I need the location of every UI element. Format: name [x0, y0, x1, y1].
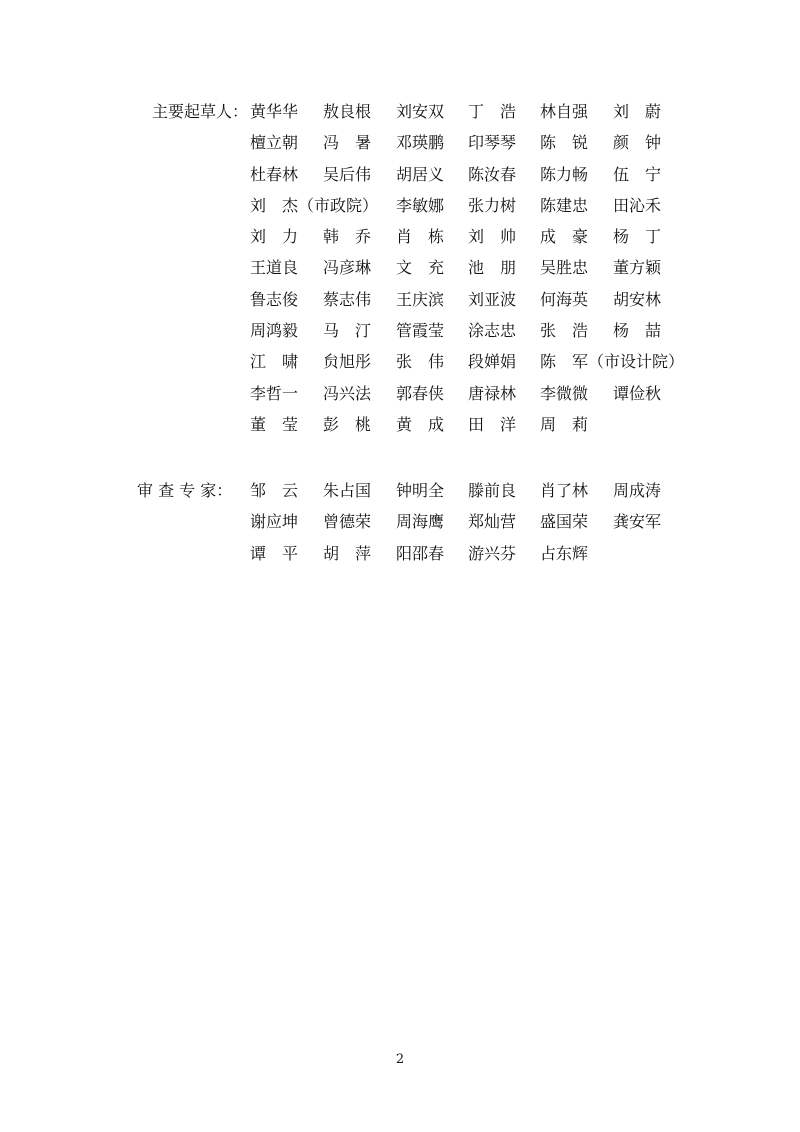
person-name: 李哲一	[250, 383, 299, 403]
name-row	[250, 133, 710, 164]
person-name: 钟明全	[396, 481, 445, 500]
person-name: 杨 丁	[613, 227, 662, 247]
person-name: 谭俭秋	[613, 383, 662, 403]
person-name: 檀立朝	[250, 133, 299, 153]
person-name: 黄华华	[250, 102, 299, 121]
person-name: 周 莉	[540, 414, 589, 434]
person-name: 杜春林	[250, 164, 299, 184]
person-name: 阳邵春	[396, 543, 445, 563]
name-row	[250, 290, 710, 321]
person-name: 涂志忠	[468, 321, 517, 341]
person-name: 李微微	[540, 383, 589, 403]
person-name: 唐禄林	[468, 383, 517, 403]
person-name: 游兴芬	[468, 543, 517, 563]
person-name: 张力树	[468, 195, 517, 215]
name-row	[250, 165, 710, 196]
person-name: 田沁禾	[613, 195, 662, 215]
person-name: 冯彦琳	[323, 258, 372, 278]
person-name: 肖了林	[540, 481, 589, 500]
person-name: 谭 平	[250, 543, 299, 563]
person-name: 刘亚波	[468, 289, 517, 309]
person-name: 韩 乔	[323, 227, 372, 247]
person-name: 彭 桃	[323, 414, 372, 434]
name-row	[250, 544, 710, 575]
person-name: 邓瑛鹏	[396, 133, 445, 153]
person-name: 王庆滨	[396, 289, 445, 309]
name-row	[250, 321, 710, 352]
person-name: 邹 云	[250, 481, 299, 500]
person-name: 林自强	[540, 102, 589, 121]
name-row	[250, 258, 710, 289]
person-name: 黄 成	[396, 414, 445, 434]
review-experts-label: 审 查 专 家：	[137, 481, 233, 500]
person-name: 刘 蔚	[613, 102, 662, 121]
person-name: 周鸿毅	[250, 321, 299, 341]
person-name: 吴胜忠	[540, 258, 589, 278]
person-name: 张 浩	[540, 321, 589, 341]
person-name: 朱占国	[323, 481, 372, 500]
person-name: 董方颖	[613, 258, 662, 278]
person-name: 蔡志伟	[323, 289, 372, 309]
person-name: 鲁志俊	[250, 289, 299, 309]
name-row	[250, 384, 710, 415]
person-name: 龚安军	[613, 512, 662, 532]
person-name: 贠旭彤	[323, 352, 372, 372]
person-name: 敖良根	[323, 102, 372, 121]
person-name: 刘安双	[396, 102, 445, 121]
person-name: 张 伟	[396, 352, 445, 372]
person-name: 董 莹	[250, 414, 299, 434]
person-name: 冯兴法	[323, 383, 372, 403]
person-name: 郑灿营	[468, 512, 517, 532]
name-row	[250, 352, 710, 383]
person-name: 周成涛	[613, 481, 662, 500]
name-row	[250, 481, 710, 512]
person-name: 池 朋	[468, 258, 517, 278]
name-row	[250, 102, 710, 133]
person-name: 盛国荣	[540, 512, 589, 532]
person-name: 刘 力	[250, 227, 299, 247]
person-name: 管霞莹	[396, 321, 445, 341]
person-name: 胡居义	[396, 164, 445, 184]
person-name: 占东辉	[540, 543, 589, 563]
person-name: 滕前良	[468, 481, 517, 500]
name-row	[250, 512, 710, 543]
person-name: 刘 帅	[468, 227, 517, 247]
person-name: 陈力畅	[540, 164, 589, 184]
person-name: 段婵娟	[468, 352, 517, 372]
person-name: 杨 喆	[613, 321, 662, 341]
person-name: 文 充	[396, 258, 445, 278]
page-number: 2	[395, 1052, 405, 1067]
person-name: 印琴琴	[468, 133, 517, 153]
person-name: 马 汀	[323, 321, 372, 341]
person-name: 江 啸	[250, 352, 299, 372]
person-name: 郭春侠	[396, 383, 445, 403]
person-name: 肖 栋	[396, 227, 445, 247]
person-name: 胡安林	[613, 289, 662, 309]
name-row	[250, 196, 710, 227]
person-name: 刘 杰（市政院）	[250, 195, 379, 215]
person-name: 陈汝春	[468, 164, 517, 184]
person-name: 周海鹰	[396, 512, 445, 532]
person-name: 吴后伟	[323, 164, 372, 184]
person-name: 成 豪	[540, 227, 589, 247]
person-name: 颜 钟	[613, 133, 662, 153]
person-name: 田 洋	[468, 414, 517, 434]
person-name: 陈 军（市设计院）	[540, 352, 685, 372]
person-name: 王道良	[250, 258, 299, 278]
person-name: 胡 萍	[323, 543, 372, 563]
review-experts-list	[250, 481, 710, 575]
person-name: 陈 锐	[540, 133, 589, 153]
person-name: 何海英	[540, 289, 589, 309]
person-name: 丁 浩	[468, 102, 517, 121]
person-name: 陈建忠	[540, 195, 589, 215]
main-drafters-label: 主要起草人：	[152, 102, 249, 121]
person-name: 李敏娜	[396, 195, 445, 215]
person-name: 谢应坤	[250, 512, 299, 532]
name-row	[250, 415, 710, 446]
person-name: 伍 宁	[613, 164, 662, 184]
person-name: 冯 暑	[323, 133, 372, 153]
name-row	[250, 227, 710, 258]
main-drafters-list	[250, 102, 710, 446]
person-name: 曾德荣	[323, 512, 372, 532]
